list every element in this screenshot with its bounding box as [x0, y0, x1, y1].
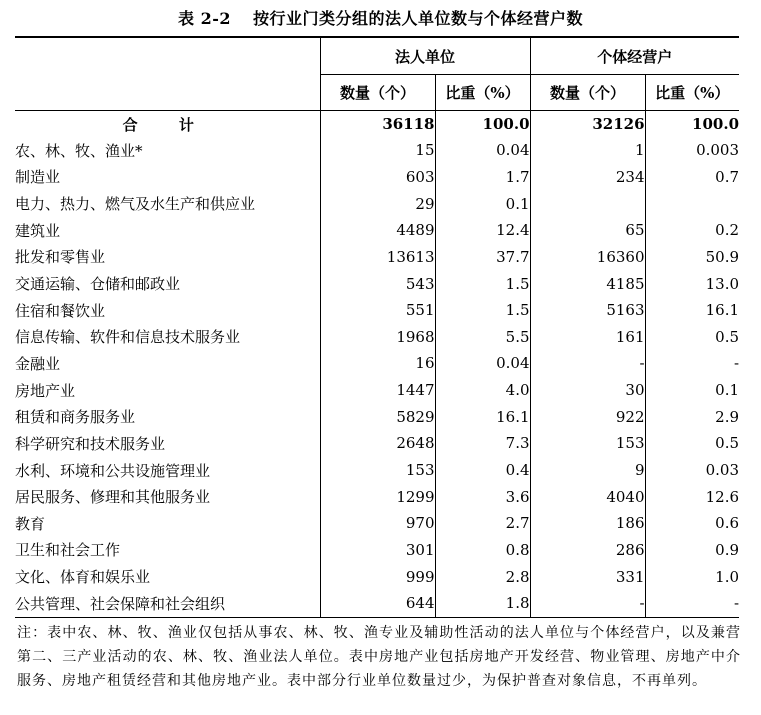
table-row: [15, 483, 739, 510]
individual-count: 30: [530, 377, 645, 404]
legal-count: 5829: [320, 403, 435, 430]
table-row: [15, 537, 739, 564]
legal-count: 1968: [320, 323, 435, 350]
legal-count: 15: [320, 137, 435, 164]
row-name: 合 计: [15, 111, 320, 138]
legal-share: 4.0: [435, 377, 530, 404]
row-name: 批发和零售业: [15, 248, 106, 267]
individual-count: 186: [530, 510, 645, 537]
row-name: 交通运输、仓储和邮政业: [15, 275, 181, 294]
individual-count: 4040: [530, 483, 645, 510]
row-name: 水利、环境和公共设施管理业: [15, 461, 211, 480]
legal-share: 0.1: [435, 190, 530, 217]
individual-count: 331: [530, 563, 645, 590]
table-row: [15, 403, 739, 430]
header-ind-share: 比重（%）: [645, 75, 739, 111]
table-row: [15, 590, 739, 617]
individual-share: 12.6: [645, 483, 739, 510]
table-row: [15, 563, 739, 590]
individual-share: 0.03: [645, 457, 739, 484]
header-row-columns: [15, 75, 739, 111]
legal-count: 1447: [320, 377, 435, 404]
row-name: 住宿和餐饮业: [15, 301, 106, 320]
row-name: 农、林、牧、渔业*: [15, 141, 143, 160]
legal-share: 1.5: [435, 270, 530, 297]
individual-share: 0.5: [645, 430, 739, 457]
table-row: [15, 137, 739, 164]
table-row: [15, 350, 739, 377]
legal-count: 16: [320, 350, 435, 377]
individual-share: 1.0: [645, 563, 739, 590]
header-corner: [15, 37, 320, 75]
legal-count: 999: [320, 563, 435, 590]
header-ind-count: 数量（个）: [530, 75, 645, 111]
individual-count: 1: [530, 137, 645, 164]
individual-count: -: [530, 590, 645, 617]
legal-count: 4489: [320, 217, 435, 244]
row-name: 居民服务、修理和其他服务业: [15, 488, 211, 507]
legal-share: 3.6: [435, 483, 530, 510]
total-row: [15, 111, 739, 138]
row-name: 公共管理、社会保障和社会组织: [15, 590, 320, 617]
legal-share: 37.7: [435, 244, 530, 271]
legal-share: 12.4: [435, 217, 530, 244]
table-row: [15, 377, 739, 404]
individual-count: 234: [530, 164, 645, 191]
individual-share: 100.0: [645, 111, 739, 138]
table-row: [15, 164, 739, 191]
individual-count: 5163: [530, 297, 645, 324]
legal-share: 16.1: [435, 403, 530, 430]
legal-share: 0.4: [435, 457, 530, 484]
legal-share: 0.8: [435, 537, 530, 564]
header-individual-businesses: 个体经营户: [530, 37, 739, 75]
table-row: [15, 430, 739, 457]
individual-count: 32126: [530, 111, 645, 138]
header-legal-entities: 法人单位: [320, 37, 530, 75]
individual-share: 13.0: [645, 270, 739, 297]
legal-count: 29: [320, 190, 435, 217]
individual-share: [645, 190, 739, 217]
row-name: 电力、热力、燃气及水生产和供应业: [15, 195, 256, 214]
individual-share: 0.003: [645, 137, 739, 164]
row-name: 文化、体育和娱乐业: [15, 568, 151, 587]
individual-share: 16.1: [645, 297, 739, 324]
table-row: [15, 323, 739, 350]
header-row-groups: [15, 37, 739, 75]
table-number: 表 2-2: [178, 9, 231, 28]
individual-share: -: [645, 590, 739, 617]
table-row: [15, 244, 739, 271]
individual-share: 0.2: [645, 217, 739, 244]
individual-share: 0.5: [645, 323, 739, 350]
row-name: 建筑业: [15, 221, 61, 240]
individual-share: 0.1: [645, 377, 739, 404]
individual-count: [530, 190, 645, 217]
table-title: [0, 6, 761, 29]
table-row: [15, 190, 739, 217]
legal-count: 543: [320, 270, 435, 297]
legal-share: 2.8: [435, 563, 530, 590]
table-title-text: 按行业门类分组的法人单位数与个体经营户数: [252, 9, 583, 28]
legal-count: 970: [320, 510, 435, 537]
legal-count: 153: [320, 457, 435, 484]
legal-count: 2648: [320, 430, 435, 457]
individual-share: 50.9: [645, 244, 739, 271]
row-name: 房地产业: [15, 381, 76, 400]
individual-count: 65: [530, 217, 645, 244]
row-name: 金融业: [15, 354, 61, 373]
legal-count: 301: [320, 537, 435, 564]
individual-count: -: [530, 350, 645, 377]
legal-count: 644: [320, 590, 435, 617]
row-name: 信息传输、软件和信息技术服务业: [15, 328, 241, 347]
legal-count: 551: [320, 297, 435, 324]
row-name: 教育: [15, 514, 46, 533]
individual-count: 16360: [530, 244, 645, 271]
row-name: 科学研究和技术服务业: [15, 434, 166, 453]
legal-share: 1.5: [435, 297, 530, 324]
industry-table: [15, 36, 739, 618]
legal-share: 1.7: [435, 164, 530, 191]
individual-share: 0.6: [645, 510, 739, 537]
individual-count: 9: [530, 457, 645, 484]
individual-count: 922: [530, 403, 645, 430]
legal-share: 0.04: [435, 350, 530, 377]
legal-count: 13613: [320, 244, 435, 271]
legal-count: 603: [320, 164, 435, 191]
header-legal-share: 比重（%）: [435, 75, 530, 111]
table-row: [15, 297, 739, 324]
legal-share: 0.04: [435, 137, 530, 164]
legal-share: 5.5: [435, 323, 530, 350]
table-row: [15, 270, 739, 297]
row-name: 卫生和社会工作: [15, 541, 121, 560]
header-legal-count: 数量（个）: [320, 75, 435, 111]
table-footnote: 注：表中农、林、牧、渔业仅包括从事农、林、牧、渔专业及辅助性活动的法人单位与个体经营户，以及兼营第二、三产业活动的农、林、牧、渔业法人单位。表中房地产业包括房地产开发经营、物业管理、房地产中介服务、房地产租赁经营和其他房地产业。表中部分行业单位数量过少，为保护普查对象信息，不再单列。: [17, 625, 741, 689]
individual-share: 0.9: [645, 537, 739, 564]
legal-share: 1.8: [435, 590, 530, 617]
individual-count: 286: [530, 537, 645, 564]
header-corner-lower: [15, 75, 320, 111]
legal-count: 36118: [320, 111, 435, 138]
individual-count: 153: [530, 430, 645, 457]
legal-share: 100.0: [435, 111, 530, 138]
individual-share: 2.9: [645, 403, 739, 430]
legal-share: 7.3: [435, 430, 530, 457]
individual-count: 4185: [530, 270, 645, 297]
table-row: [15, 217, 739, 244]
individual-share: 0.7: [645, 164, 739, 191]
legal-count: 1299: [320, 483, 435, 510]
row-name: 制造业: [15, 168, 61, 187]
row-name: 租赁和商务服务业: [15, 408, 136, 427]
individual-share: -: [645, 350, 739, 377]
table-row: [15, 510, 739, 537]
legal-share: 2.7: [435, 510, 530, 537]
table-row: [15, 457, 739, 484]
individual-count: 161: [530, 323, 645, 350]
